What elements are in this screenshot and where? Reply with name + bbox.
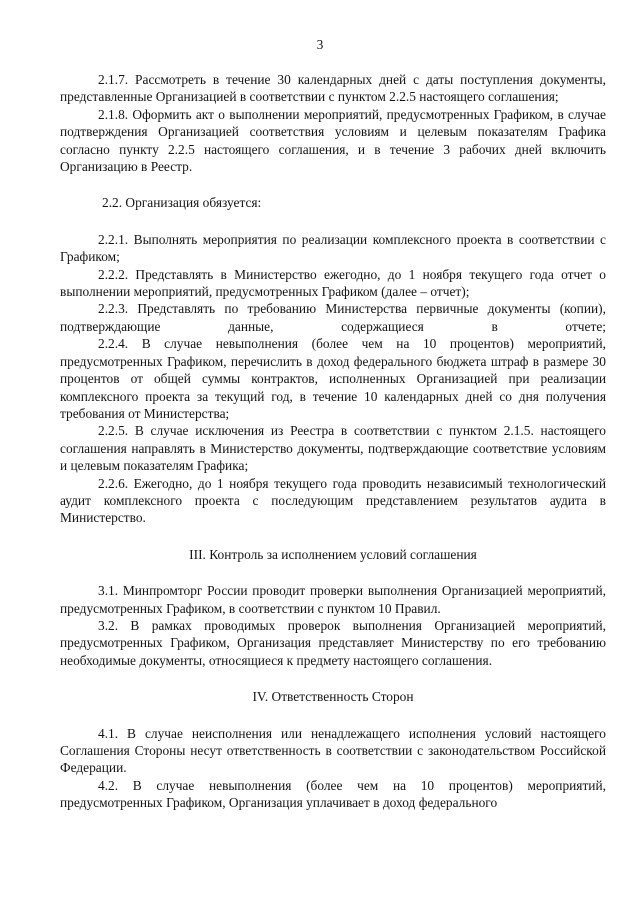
clause-2-2-2: 2.2.2. Представлять в Министерство ежегодно, до 1 ноября текущего года отчет о выполнении мероприятий, предусмотренных Графиком (далее – отчет); (60, 266, 606, 300)
clause-2-1-7: 2.1.7. Рассмотреть в течение 30 календарных дней с даты поступления документы, представленные Организацией в соответствии с пунктом 2.2.5 настоящего соглашения; (60, 72, 606, 105)
clause-2-2-4: 2.2.4. В случае невыполнения (более чем на 10 процентов) мероприятий, предусмотренных Графиком, перечислить в доход федерального бюджета штраф в размере 30 процентов от общей суммы контрактов, исполненных Организацией при реализации комплексного проекта за текущий год, в течение 10 календарных дней со дня получения требования от Министерства; (60, 336, 606, 421)
page-number: 3 (316, 37, 324, 52)
clause-2-2-1: 2.2.1. Выполнять мероприятия по реализации комплексного проекта в соответствии с Графиком; (60, 231, 606, 265)
clause-2-2-5: 2.2.5. В случае исключения из Реестра в соответствии с пунктом 2.1.5. настоящего соглашения направлять в Министерство документы, подтверждающие соответствие условиям и целевым показателям Графика; (60, 423, 606, 474)
clause-3-1: 3.1. Минпромторг России проводит проверки выполнения Организацией мероприятий, предусмотренных Графиком, в соответствии с пунктом 10 Правил. (60, 583, 606, 616)
document-body (60, 71, 606, 812)
subsection-heading-2-2: 2.2. Организация обязуется: (102, 195, 262, 211)
clause-4-2: 4.2. В случае невыполнения (более чем на 10 процентов) мероприятий, предусмотренных Графиком, Организация уплачивает в доход федерального (60, 777, 606, 811)
clause-4-1: 4.1. В случае неисполнения или ненадлежащего исполнения условий настоящего Соглашения Стороны несут ответственность в соответствии с законодательством Российской Федерации. (60, 725, 606, 776)
section-heading-3: III. Контроль за исполнением условий соглашения (189, 546, 477, 562)
clause-2-1-8: 2.1.8. Оформить акт о выполнении мероприятий, предусмотренных Графиком, в случае подтверждения Организацией соответствия условиям и целевым показателям Графика согласно пункту 2.2.5 настоящего соглашения, и в течение 3 рабочих дней включить Организацию в Реестр. (60, 106, 606, 175)
clause-2-2-6: 2.2.6. Ежегодно, до 1 ноября текущего года проводить независимый технологический аудит комплексного проекта с последующим представлением результатов аудита в Министерство. (60, 475, 606, 526)
clause-2-2-3: 2.2.3. Представлять по требованию Министерства первичные документы (копии), подтверждающие данные, содержащиеся в отчете; (60, 301, 606, 334)
section-heading-4: IV. Ответственность Сторон (252, 689, 414, 705)
clause-3-2: 3.2. В рамках проводимых проверок выполнения Организацией мероприятий, предусмотренных Графиком, Организация представляет Министерству по его требованию необходимые документы, относящиеся к предмету настоящего соглашения. (60, 617, 606, 668)
